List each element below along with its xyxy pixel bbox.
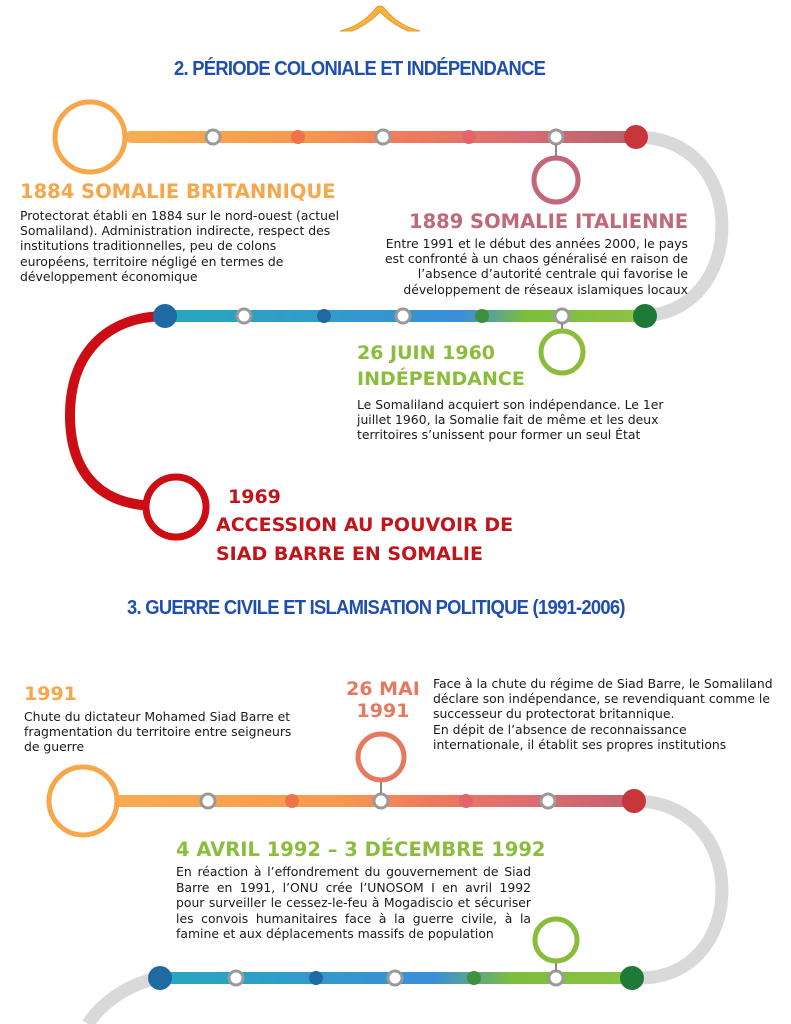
timeline-node	[475, 309, 489, 323]
event-1991-text: Chute du dictateur Mohamed Siad Barre et fragmentation du territoire entre seigneurs de guerre	[24, 709, 292, 755]
timeline-node	[229, 971, 243, 985]
ornament-icon	[340, 6, 420, 31]
timeline-node	[633, 304, 657, 328]
event-1960-heading-date: 26 JUIN 1960	[357, 342, 496, 364]
event-1960-heading-title: INDÉPENDANCE	[357, 368, 525, 390]
event-circle-1960	[541, 331, 583, 373]
event-1889-heading: 1889 SOMALIE ITALIENNE	[409, 210, 689, 233]
timeline-node	[467, 971, 481, 985]
timeline-node	[153, 304, 177, 328]
timeline-node	[620, 966, 644, 990]
event-1991-heading: 1991	[24, 683, 77, 705]
red-curve	[70, 316, 167, 506]
event-1969-heading-line2: ACCESSION AU POUVOIR DE	[216, 514, 514, 536]
event-1991-mai-text-p1: Face à la chute du régime de Siad Barre, le Somaliland déclare son indépendance, se revendiquant comme le successeur du protectorat britannique.	[433, 676, 773, 722]
event-1991-mai-text-p2: En dépit de l’absence de reconnaissance internationale, il établit ses propres institutions	[433, 721, 727, 752]
timeline-node	[317, 309, 331, 323]
timeline-node	[549, 130, 563, 144]
timeline-node	[388, 971, 402, 985]
timeline-node	[374, 794, 388, 808]
timeline-node	[555, 309, 569, 323]
timeline-node	[396, 309, 410, 323]
gray-curve	[634, 801, 722, 978]
event-circle-1969	[146, 477, 206, 537]
event-circle-1884	[55, 102, 125, 172]
event-1969-heading-line3: SIAD BARRE EN SOMALIE	[216, 543, 483, 565]
event-1960-text: Le Somaliland acquiert son indépendance. Le 1er juillet 1960, la Somalie fait de même et les deux territoires s’unissent pour former un seul État	[357, 397, 664, 443]
event-circle-1991-mai	[358, 734, 404, 780]
event-1884-text: Protectorat établi en 1884 sur le nord-ouest (actuel Somaliland). Administration indirecte, respect des institutions traditionnelles, peu de colons européens, territoire négligé en termes de développement économique	[20, 208, 340, 284]
event-circle-1889	[534, 158, 578, 202]
timeline-node	[206, 130, 220, 144]
event-1889-text: Entre 1991 et le début des années 2000, le pays est confronté à un chaos généralisé en raison de l’absence d’autorité centrale qui favorise le développement de réseaux islamiques locaux	[385, 236, 688, 297]
event-1991-mai-heading-date: 26 MAI	[346, 678, 420, 700]
section3-title: 3. GUERRE CIVILE ET ISLAMISATION POLITIQUE (1991-2006)	[127, 597, 625, 619]
timeline-node	[624, 125, 648, 149]
event-1992-heading: 4 AVRIL 1992 – 3 DÉCEMBRE 1992	[176, 838, 546, 861]
timeline-node	[148, 966, 172, 990]
event-circle-1992	[535, 919, 577, 961]
timeline-node	[622, 789, 646, 813]
timeline-node	[237, 309, 251, 323]
timeline-node	[459, 794, 473, 808]
timeline-node	[291, 130, 305, 144]
timeline-node	[201, 794, 215, 808]
event-circle-1991	[49, 767, 117, 835]
event-1991-mai-text	[433, 676, 778, 752]
event-1992-text: En réaction à l’effondrement du gouvernement de Siad Barre en 1991, l’ONU crée l’UNOSOM I en avril 1992 pour surveiller le cessez-le-feu à Mogadiscio et sécuriser les convois humanitaires face à la guerre civile, à la famine et aux déplacements massifs de population	[176, 864, 531, 942]
event-1969-heading-year: 1969	[228, 486, 281, 508]
event-1991-mai-heading-year: 1991	[356, 700, 410, 722]
timeline-node	[376, 130, 390, 144]
timeline-node	[462, 130, 476, 144]
timeline-node	[285, 794, 299, 808]
gray-curve	[88, 978, 158, 1024]
timeline-node	[309, 971, 323, 985]
section2-title: 2. PÉRIODE COLONIALE ET INDÉPENDANCE	[174, 58, 546, 80]
timeline-node	[549, 971, 563, 985]
event-1884-heading: 1884 SOMALIE BRITANNIQUE	[20, 180, 336, 203]
timeline-node	[541, 794, 555, 808]
